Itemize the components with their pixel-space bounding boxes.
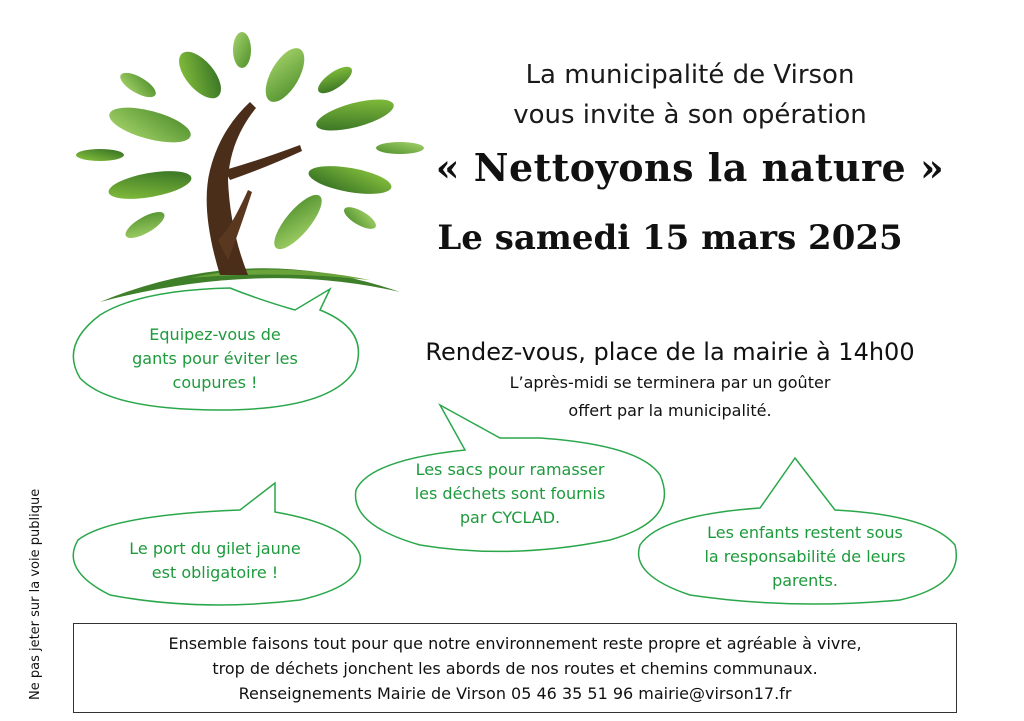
bubble-vest-text <box>100 537 330 585</box>
event-title: « Nettoyons la nature » <box>435 145 945 190</box>
side-note: Ne pas jeter sur la voie publique <box>28 488 43 700</box>
invite-line: vous invite à son opération <box>513 100 867 130</box>
bubble-line: Equipez-vous de <box>149 325 281 344</box>
bubble-line: Le port du gilet jaune <box>129 539 301 558</box>
bubble-line: par CYCLAD. <box>459 508 561 527</box>
bubble-line: coupures ! <box>172 373 258 392</box>
bubble-bags-text <box>385 458 635 530</box>
meeting-place: Rendez-vous, place de la mairie à 14h00 <box>425 338 915 366</box>
event-date: Le samedi 15 mars 2025 <box>437 218 903 258</box>
footer-box <box>73 623 957 713</box>
bubble-line: gants pour éviter les <box>132 349 298 368</box>
organizer-line: La municipalité de Virson <box>525 60 855 90</box>
bubble-line: les déchets sont fournis <box>414 484 606 503</box>
bubble-children-text <box>670 521 940 593</box>
footer-contact: Renseignements Mairie de Virson 05 46 35 51 96 mairie@virson17.fr <box>238 684 792 703</box>
footer-line2: trop de déchets jonchent les abords de nos routes et chemins communaux. <box>212 659 818 678</box>
snack-note-line1: L’après-midi se terminera par un goûter <box>509 373 831 392</box>
bubble-gloves-text <box>110 323 320 395</box>
bubble-line: Les enfants restent sous <box>707 523 903 542</box>
footer-line1: Ensemble faisons tout pour que notre environnement reste propre et agréable à vivre, <box>168 634 862 653</box>
bubble-line: la responsabilité de leurs <box>704 547 906 566</box>
snack-note-line2: offert par la municipalité. <box>568 401 772 420</box>
bubble-line: est obligatoire ! <box>151 563 279 582</box>
bubble-line: parents. <box>772 571 838 590</box>
bubble-line: Les sacs pour ramasser <box>415 460 605 479</box>
